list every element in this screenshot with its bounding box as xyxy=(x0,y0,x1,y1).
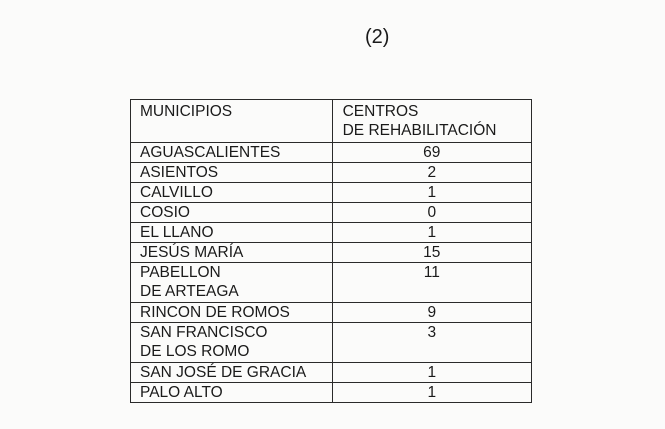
municipio-cell xyxy=(131,323,333,363)
municipio-cell: COSIO xyxy=(131,203,333,223)
centros-cell: 1 xyxy=(332,363,531,383)
table-row xyxy=(131,223,532,243)
municipio-cell xyxy=(131,263,333,303)
table-row xyxy=(131,203,532,223)
municipio-cell: RINCON DE ROMOS xyxy=(131,303,333,323)
municipio-line2: DE ARTEAGA xyxy=(140,283,239,300)
rehabilitation-centers-table xyxy=(130,99,532,403)
centros-cell: 1 xyxy=(332,183,531,203)
municipio-line1: PABELLON xyxy=(140,264,221,281)
centros-cell: 1 xyxy=(332,383,531,403)
table-row xyxy=(131,263,532,303)
centros-cell: 69 xyxy=(332,143,531,163)
page-number: (2) xyxy=(365,26,390,48)
header-centros xyxy=(332,100,531,143)
municipio-cell: CALVILLO xyxy=(131,183,333,203)
header-centros-line1: CENTROS xyxy=(342,103,419,120)
table-header-row xyxy=(131,100,532,143)
table-row xyxy=(131,243,532,263)
header-municipios: MUNICIPIOS xyxy=(131,100,333,143)
municipio-line2: DE LOS ROMO xyxy=(140,343,250,360)
centros-cell: 9 xyxy=(332,303,531,323)
centros-cell: 11 xyxy=(332,263,531,303)
table-row xyxy=(131,383,532,403)
centros-cell: 2 xyxy=(332,163,531,183)
municipio-cell: EL LLANO xyxy=(131,223,333,243)
centros-cell: 3 xyxy=(332,323,531,363)
centros-cell: 1 xyxy=(332,223,531,243)
header-centros-line2: DE REHABILITACIÓN xyxy=(342,122,497,139)
municipio-cell: SAN JOSÉ DE GRACIA xyxy=(131,363,333,383)
table-row xyxy=(131,143,532,163)
centros-cell: 15 xyxy=(332,243,531,263)
municipio-cell: AGUASCALIENTES xyxy=(131,143,333,163)
centros-cell: 0 xyxy=(332,203,531,223)
table-row xyxy=(131,303,532,323)
municipio-cell: PALO ALTO xyxy=(131,383,333,403)
municipio-cell: ASIENTOS xyxy=(131,163,333,183)
table-row xyxy=(131,163,532,183)
municipio-cell: JESÚS MARÍA xyxy=(131,243,333,263)
table-row xyxy=(131,323,532,363)
municipio-line1: SAN FRANCISCO xyxy=(140,324,268,341)
table-row xyxy=(131,363,532,383)
table-row xyxy=(131,183,532,203)
